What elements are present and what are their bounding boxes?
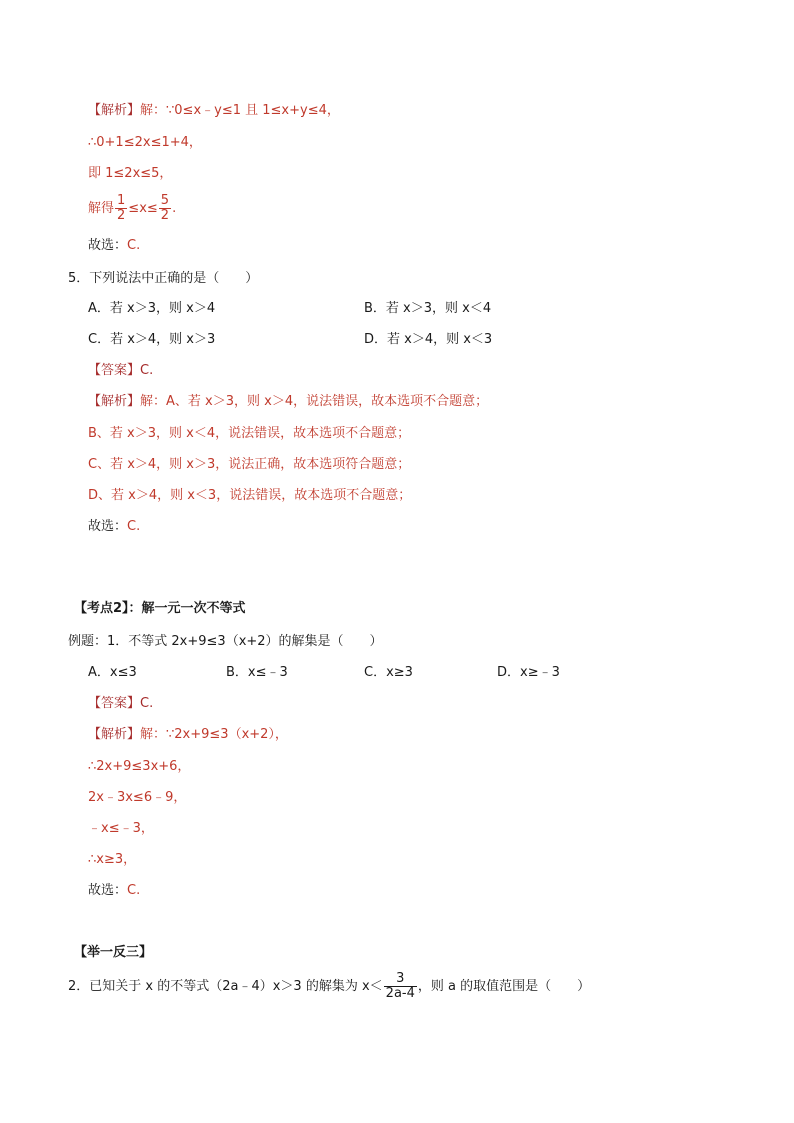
choose-label: 故选： <box>88 883 128 898</box>
eg1-option-b: B．x≤﹣3 <box>226 665 288 680</box>
q5-answer: 【答案】C. <box>88 363 154 378</box>
choose-line-3 <box>88 882 140 900</box>
choose-line-2 <box>88 518 140 536</box>
eg1-step-2: ∴2x+9≤3x+6， <box>88 759 191 774</box>
choose-answer: C. <box>127 883 141 898</box>
q5-analysis-3: C、若 x＞4，则 x＞3，说法正确，故本选项符合题意； <box>88 457 411 472</box>
q5-option-c: C．若 x＞4，则 x＞3 <box>88 332 216 347</box>
fraction-numerator: 1 <box>117 193 126 208</box>
section-heading-kaodian-2: 【考点2】：解一元一次不等式 <box>74 601 246 616</box>
example-1: 例题：1．不等式 2x+9≤3（x+2）的解集是（ ） <box>68 634 383 649</box>
q5-analysis-2: B、若 x＞3，则 x＜4，说法错误，故本选项不合题意； <box>88 426 411 441</box>
choose-label: 故选： <box>88 238 128 253</box>
analysis-line-2: ∴0+1≤2x≤1+4， <box>88 135 202 150</box>
fraction-denominator: 2 <box>160 208 170 223</box>
question-5: 5．下列说法中正确的是（ ） <box>68 271 259 286</box>
question-2 <box>68 968 590 1006</box>
fraction-denominator: 2a-4 <box>385 986 415 1001</box>
analysis-text: 解：A、若 x＞3，则 x＞4，说法错误，故本选项不合题意； <box>140 394 489 409</box>
analysis-line-1 <box>88 102 340 120</box>
eg1-step-3: 2x﹣3x≤6﹣9， <box>88 790 187 805</box>
choose-line-1 <box>88 237 140 255</box>
analysis-line-4 <box>88 192 176 226</box>
q5-option-d: D．若 x＞4，则 x＜3 <box>364 332 493 347</box>
fraction-denominator: 2 <box>117 208 126 223</box>
eg1-step-5: ∴x≥3， <box>88 852 137 867</box>
analysis-tag: 【解析】 <box>88 394 141 409</box>
analysis-text: 解：∵0≤x﹣y≤1 且 1≤x+y≤4， <box>140 103 340 118</box>
analysis-tag: 【解析】 <box>88 727 141 742</box>
fraction-3-over-2a-4 <box>384 972 417 1001</box>
q5-analysis-4: D、若 x＞4，则 x＜3，说法错误，故本选项不合题意； <box>88 488 412 503</box>
eg1-option-c: C．x≥3 <box>364 665 413 680</box>
fraction-numerator: 5 <box>160 193 170 208</box>
question-2-prefix: 2．已知关于 x 的不等式（2a﹣4）x＞3 的解集为 x＜ <box>68 979 383 994</box>
eg1-step-4: ﹣x≤﹣3， <box>88 821 154 836</box>
eg1-answer: 【答案】C. <box>88 696 154 711</box>
question-2-suffix: ，则 a 的取值范围是（ ） <box>417 979 591 994</box>
choose-label: 故选： <box>88 519 128 534</box>
eg1-analysis-1 <box>88 726 288 744</box>
eg1-option-d: D．x≥﹣3 <box>497 665 560 680</box>
fraction-five-halves <box>159 194 171 223</box>
q5-analysis-1 <box>88 393 488 411</box>
analysis-line-3: 即 1≤2x≤5， <box>88 166 173 181</box>
choose-answer: C. <box>127 238 141 253</box>
q5-option-a: A．若 x＞3，则 x＞4 <box>88 301 216 316</box>
choose-answer: C. <box>127 519 141 534</box>
inequality-middle: ≤x≤ <box>128 201 158 216</box>
fraction-numerator: 3 <box>384 972 417 987</box>
analysis-text: 解：∵2x+9≤3（x+2）， <box>140 727 288 742</box>
result-suffix: . <box>172 201 177 216</box>
eg1-option-a: A．x≤3 <box>88 665 137 680</box>
fraction-half <box>115 194 127 223</box>
q5-option-b: B．若 x＞3，则 x＜4 <box>364 301 492 316</box>
result-prefix: 解得 <box>88 201 115 216</box>
section-heading-practice: 【举一反三】 <box>74 945 153 960</box>
analysis-tag: 【解析】 <box>88 103 141 118</box>
